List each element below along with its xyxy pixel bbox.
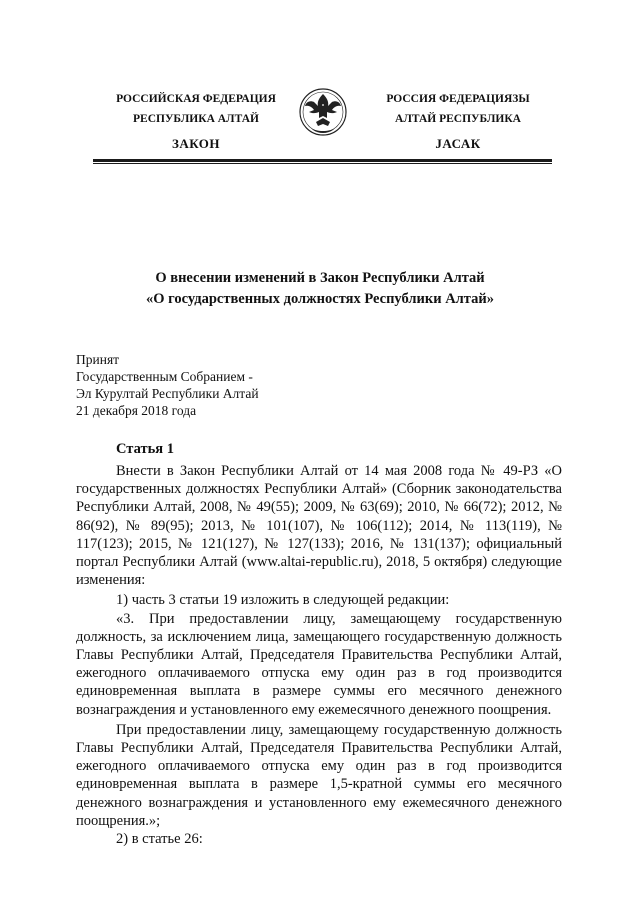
header-right-country: РОССИЯ ФЕДЕРАЦИЯЗЫ <box>386 93 530 105</box>
header-divider-thick <box>93 159 552 162</box>
title-line-1: О внесении изменений в Закон Республики Алтай <box>155 270 485 286</box>
article-paragraph: 2) в статье 26: <box>116 831 203 848</box>
adopted-line-2: Государственным Собранием - <box>76 369 253 384</box>
article-paragraph: При предоставлении лицу, замещающему государственную должность Главы Республики Алтай, Председателя Правительства Республики Алтай, ежегодного оплачиваемого отпуска ему один раз в год производится единовременная выплата в размере 1,5-кратной суммы его месячного денежного вознаграждения и установленного ему ежемесячного денежного поощрения.»; <box>76 721 562 829</box>
adoption-block <box>76 351 259 419</box>
header-left-doc-type: ЗАКОН <box>171 136 221 151</box>
header-right-republic: АЛТАЙ РЕСПУБЛИКА <box>395 113 521 125</box>
adopted-date: 21 декабря 2018 года <box>76 403 197 418</box>
coat-of-arms-emblem <box>297 82 349 142</box>
header-right-doc-type: JАСАК <box>435 136 481 151</box>
article-body <box>76 462 562 848</box>
article-heading: Статья 1 <box>116 441 174 457</box>
header-divider-thin <box>93 163 552 164</box>
article-paragraph: Внести в Закон Республики Алтай от 14 мая 2008 года № 49-РЗ «О государственных должностях Республики Алтай» (Сборник законодательства Республики Алтай, 2008, № 49(55); 2009, № 63(69); 2010, № 66(72); 2012, № 86(92), № 89(95); 2013, № 101(107), № 106(112); 2014, № 113(119), № 117(123); 2015, № 121(127), № 127(133); 2016, № 131(137); официальный портал Республики Алтай (www.altai-republic.ru), 2018, 5 октября) следующие изменения: <box>76 463 562 589</box>
header-left-block <box>110 89 282 154</box>
adopted-line-1: Принят <box>76 352 120 367</box>
document-title <box>75 268 565 310</box>
header-left-country: РОССИЙСКАЯ ФЕДЕРАЦИЯ <box>116 93 276 105</box>
title-line-2: «О государственных должностях Республики Алтай» <box>146 291 494 307</box>
header-left-republic: РЕСПУБЛИКА АЛТАЙ <box>133 113 259 125</box>
article-paragraph: «3. При предоставлении лицу, замещающему государственную должность, за исключением лица, замещающего государственную должность Главы Республики Алтай, Председателя Правительства Республики Алтай, ежегодного оплачиваемого отпуска ему один раз в год производится единовременная выплата в размере суммы его месячного денежного вознаграждения и установленного ему ежемесячного денежного поощрения. <box>76 610 562 718</box>
article-paragraph: 1) часть 3 статьи 19 изложить в следующей редакции: <box>116 592 450 609</box>
header-right-block <box>364 89 552 154</box>
adopted-line-3: Эл Курултай Республики Алтай <box>76 386 259 401</box>
